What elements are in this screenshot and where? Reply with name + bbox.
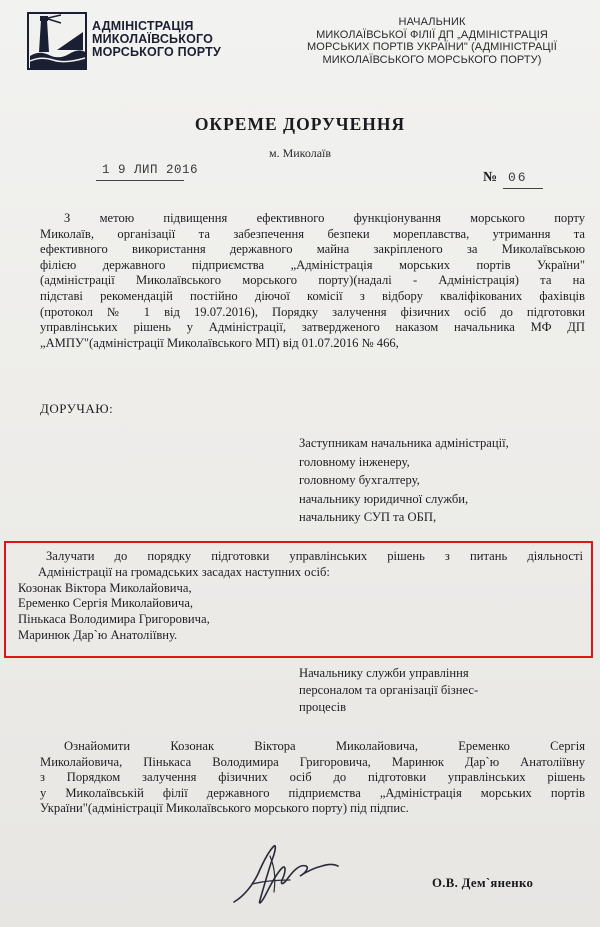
person-name: Еременко Сергія Миколайовича, — [18, 596, 194, 611]
letterhead-org-name — [92, 20, 252, 59]
task-line: Адміністрації на громадських засадах наступних осіб: — [38, 564, 330, 579]
recipient-item: головному інженеру, — [299, 454, 410, 469]
date-stamp: 1 9 ЛИП 2016 — [102, 163, 199, 177]
paragraph-line: Миколаїв, організації та забезпечення безпеки мореплавства, утримання та — [40, 226, 585, 241]
paragraph-line: (адміністрації Миколаївського морського порту)(надалі - Адміністрація) та на — [40, 273, 585, 288]
recipients-list — [299, 434, 509, 527]
task-paragraph — [18, 549, 583, 644]
person-name: Маринюк Дар`ю Анатоліївну. — [18, 627, 178, 642]
document-title: ОКРЕМЕ ДОРУЧЕННЯ — [194, 114, 406, 134]
hr-recipient — [299, 665, 478, 716]
paragraph-line: України"(адміністрації Миколаївського морського порту) під підпис. — [40, 801, 409, 816]
document-number: 06 — [508, 170, 528, 185]
lighthouse-logo-icon — [27, 12, 87, 70]
recipient-item: Заступникам начальника адміністрації, — [299, 436, 509, 450]
number-underline — [503, 188, 543, 189]
signer-name: О.В. Дем`яненко — [432, 876, 534, 890]
recipient-item: головному бухгалтеру, — [299, 473, 420, 488]
person-name: Козонак Віктора Миколайовича, — [18, 580, 192, 595]
task-line: Залучати до порядку підготовки управлінських рішень з питань діяльності — [46, 549, 583, 563]
recipient-line: персоналом та організації бізнес- — [299, 683, 479, 697]
paragraph-line: у Миколаївській філії державного підприємства „Адміністрація морських портів — [40, 785, 585, 800]
letterhead-line: МИКОЛАЇВСЬКОГО — [92, 32, 214, 46]
date-underline — [96, 180, 184, 181]
paragraph-line: управлінських рішень у Адміністрації, затвердженого наказом начальника МФ ДП — [40, 320, 585, 335]
instruction-heading: ДОРУЧАЮ: — [40, 401, 114, 416]
paragraph-line: з Порядком залучення фізичних осіб до підготовки управлінських рішень — [40, 770, 585, 785]
recipient-line: Начальнику служби управління — [299, 666, 469, 680]
paragraph-line: підставі рекомендацій постійно діючої комісії з відбору кваліфікованих фахівців — [40, 288, 585, 303]
recipient-line: процесів — [299, 700, 347, 714]
addressee-line: МИКОЛАЇВСЬКОГО МОРСЬКОГО ПОРТУ) — [322, 53, 542, 66]
person-name: Пінькаса Володимира Григоровича, — [18, 612, 210, 627]
paragraph-line: „АМПУ"(адміністрації Миколаївського МП) від 01.07.2016 № 466, — [40, 335, 399, 350]
recipient-item: начальнику юридичної служби, — [299, 491, 469, 506]
letterhead-line: МОРСЬКОГО ПОРТУ — [92, 45, 221, 59]
paragraph-line: Ознайомити Козонак Віктора Миколайовича, Еременко Сергія — [64, 739, 585, 753]
paragraph-line: З метою підвищення ефективного функціонування морського порту — [64, 211, 585, 225]
paragraph-line: Миколайовича, Пінькаса Володимира Григоровича, Маринюк Дар`ю Анатоліївну — [40, 754, 585, 769]
preamble-paragraph — [40, 211, 585, 351]
addressee-line: НАЧАЛЬНИК — [398, 16, 466, 28]
addressee-line: МИКОЛАЇВСЬКОЇ ФІЛІЇ ДП „АДМІНІСТРАЦІЯ — [316, 28, 548, 41]
number-label: № — [483, 170, 498, 185]
handwritten-signature — [230, 836, 340, 912]
paragraph-line: (протокол № 1 від 19.07.2016), Порядку залучення фізичних осіб до підготовки — [40, 304, 585, 319]
addressee-block — [282, 16, 582, 66]
document-city: м. Миколаїв — [268, 146, 332, 160]
letterhead-line: АДМІНІСТРАЦІЯ — [92, 19, 194, 33]
paragraph-line: ефективного використання державного майна закріпленого за Миколаївською — [40, 242, 585, 257]
recipient-item: начальнику СУП та ОБП, — [299, 510, 437, 525]
addressee-line: МОРСЬКИХ ПОРТІВ УКРАЇНИ" (АДМІНІСТРАЦІЇ — [307, 41, 557, 53]
acquaint-paragraph — [40, 739, 585, 817]
paragraph-line: філією державного підприємства „Адміністрація морських портів України" — [40, 257, 585, 272]
